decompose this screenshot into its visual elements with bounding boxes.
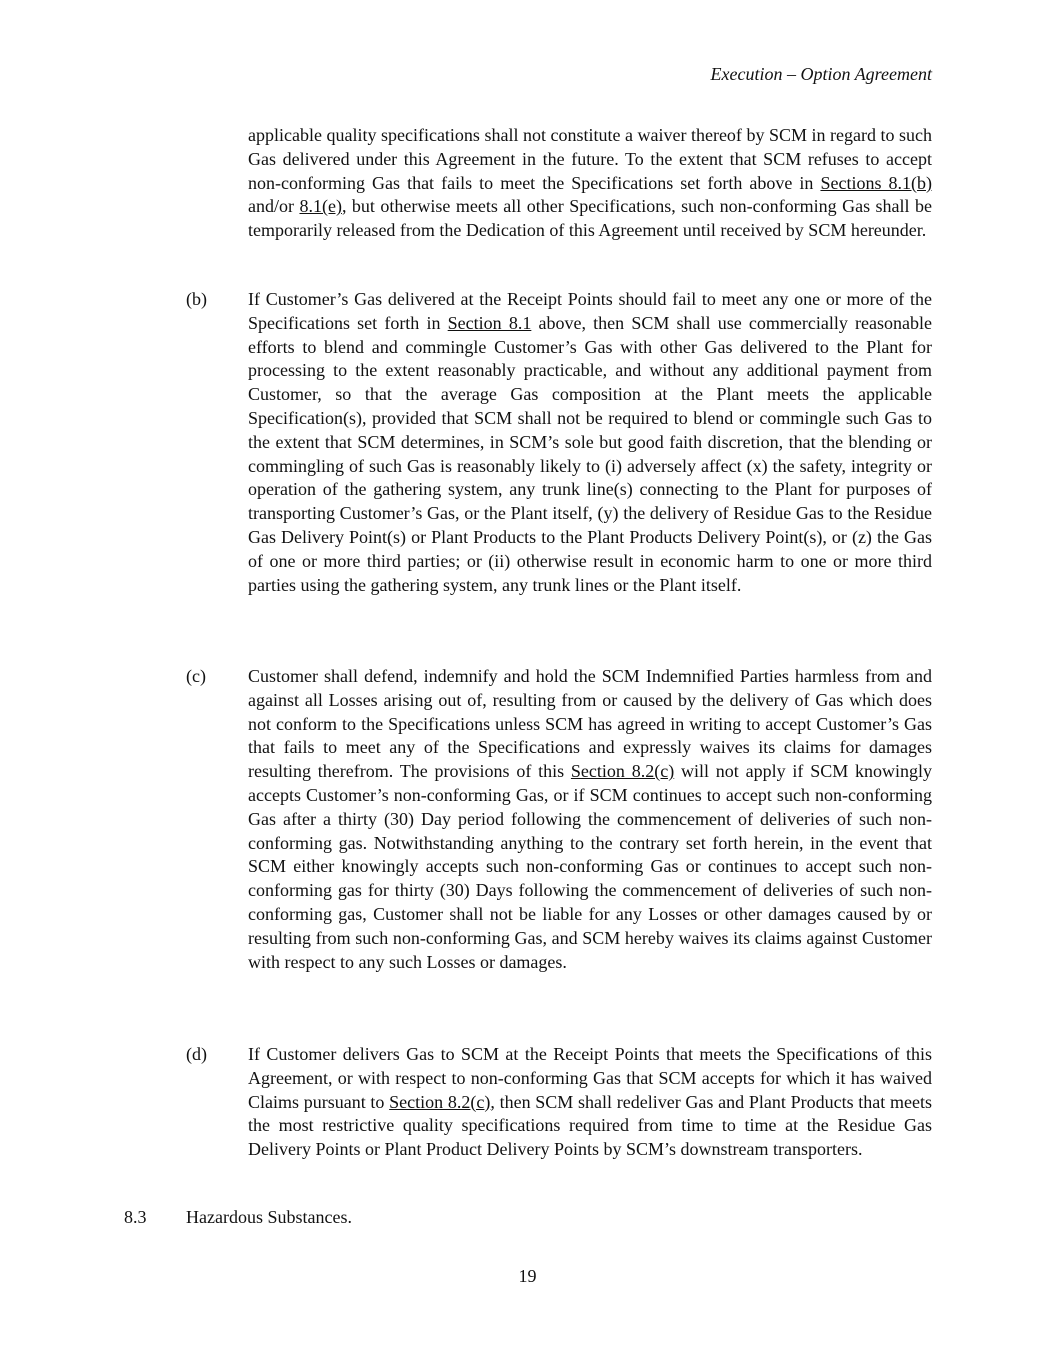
paragraph-text: If Customer delivers Gas to SCM at the Receipt Points that meets the Specifications of this Agreement, or with respect to non-conforming Gas that SCM accepts for which it has waived Claims pursuant to (248, 1044, 932, 1112)
paragraph-c-label: (c) (186, 666, 206, 686)
section-reference-link: Section 8.2(c) (389, 1091, 491, 1112)
paragraph-b-label: (b) (186, 289, 207, 309)
paragraph-d (248, 1043, 932, 1162)
section-reference-link: Sections 8.1(b) (820, 172, 933, 193)
paragraph-text: If Customer’s Gas delivered at the Receipt Points should fail to meet any one or more of the Specifications set forth in (248, 289, 932, 333)
section-heading (186, 1206, 352, 1230)
section-title-punct: . (347, 1207, 352, 1227)
paragraph-text: Customer shall defend, indemnify and hold the SCM Indemnified Parties harmless from and against all Losses arising out of, resulting from or caused by the delivery of Gas which does not conform to the Specifications unless SCM has agreed in writing to accept Customer’s Gas that fails to meet any of the Specifications and expressly waives its claims for damages resulting therefrom. The provisions of this (248, 666, 932, 782)
section-title: Hazardous Substances (186, 1207, 348, 1227)
paragraph-b (248, 288, 932, 597)
paragraph-text: applicable quality specifications shall not constitute a waiver thereof by SCM in regard to such Gas delivered under this Agreement in the future. To the extent that SCM refuses to accept non-conforming Gas that fails to meet the Specifications set forth above in (248, 125, 932, 193)
paragraph-text: above, then SCM shall use commercially reasonable efforts to blend and commingle Customer’s Gas with other Gas delivered to the Plant for processing to the extent reasonably practicable, and without any additional payment from Customer, so that the average Gas composition at the Plant meets the applicable Specification(s), provided that SCM shall not be required to blend or commingle such Gas to the extent that SCM determines, in SCM’s sole but good faith discretion, that the blending or commingling of such Gas is reasonably likely to (i) adversely affect (x) the safety, integrity or operation of the gathering system, any trunk line(s) connecting to the Plant for purposes of transporting Customer’s Gas, or the Plant itself, (y) the delivery of Residue Gas to the Residue Gas Delivery Point(s) or Plant Products to the Plant Products Delivery Point(s), or (z) the Gas of one or more third parties; or (ii) otherwise result in economic harm to one or more third parties using the gathering system, any trunk lines or the Plant itself. (248, 312, 932, 595)
section-reference-link: 8.1(e) (299, 196, 342, 217)
continuation-paragraph (248, 124, 932, 243)
section-reference-link: Section 8.2(c) (570, 761, 675, 782)
section-reference-link: Section 8.1 (447, 312, 532, 333)
paragraph-d-label: (d) (186, 1044, 207, 1064)
paragraph-text: , but otherwise meets all other Specifications, such non-conforming Gas shall be temporarily released from the Dedication of this Agreement until received by SCM hereunder. (248, 196, 933, 241)
paragraph-text: , then SCM shall redeliver Gas and Plant Products that meets the most restrictive quality specifications required from time to time at the Residue Gas Delivery Points or Plant Product Delivery Points by SCM’s downstream transporters. (248, 1091, 932, 1160)
page-number: 19 (518, 1266, 537, 1286)
paragraph-c (248, 665, 932, 974)
page-header: Execution – Option Agreement (710, 64, 932, 84)
paragraph-text: and/or (248, 196, 300, 217)
paragraph-text: will not apply if SCM knowingly accepts Customer’s non-conforming Gas, or if SCM continues to accept such non-conforming Gas after a thirty (30) Day period following the commencement of deliveries of such non-conforming gas. Notwithstanding anything to the contrary set forth herein, in the event that SCM either knowingly accepts such non-conforming Gas or continues to accept such non-conforming gas for thirty (30) Days following the commencement of deliveries of such non-conforming gas, Customer shall not be liable for any Losses or other damages caused by or resulting from such non-conforming Gas, and SCM hereby waives its claims against Customer with respect to any such Losses or damages. (248, 761, 933, 972)
section-number: 8.3 (124, 1207, 147, 1227)
